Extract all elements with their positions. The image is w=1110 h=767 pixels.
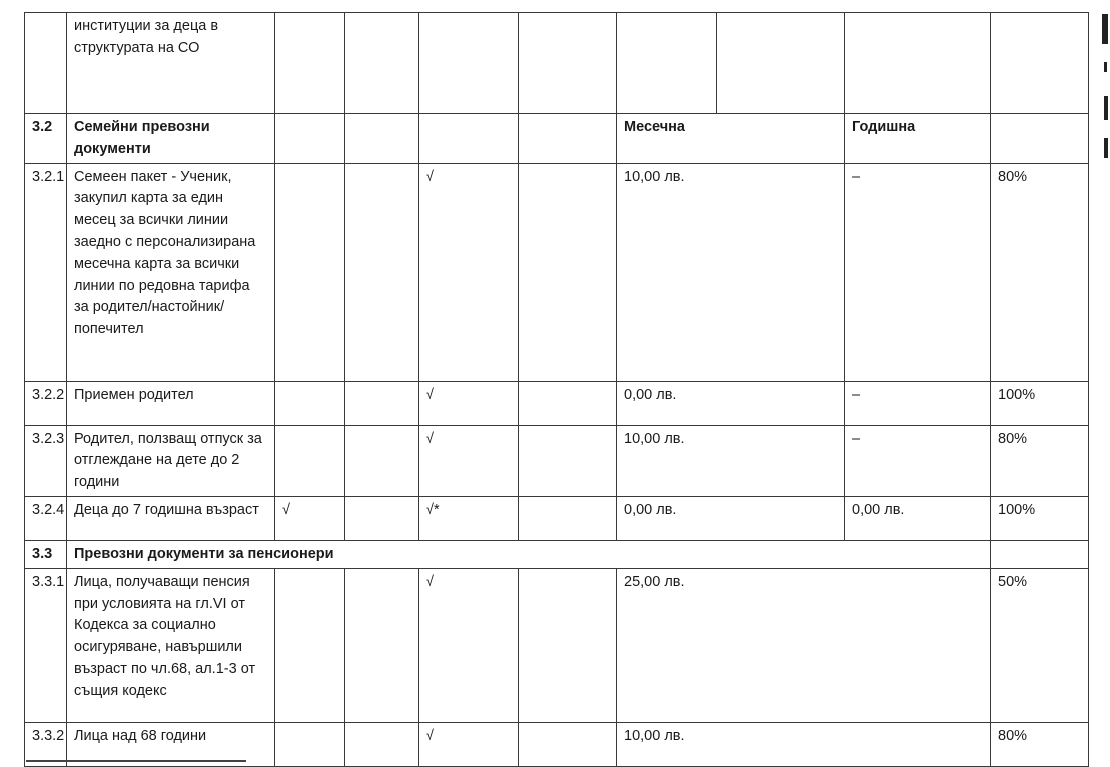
yearly-header: Годишна bbox=[845, 114, 991, 164]
cell-c1: √ bbox=[275, 496, 345, 540]
table-row bbox=[25, 496, 1089, 540]
cell-monthly: 10,00 лв. bbox=[617, 722, 991, 766]
cell-empty bbox=[275, 114, 345, 164]
table-row bbox=[25, 425, 1089, 496]
cell-yearly bbox=[845, 13, 991, 114]
cell-c2 bbox=[345, 722, 419, 766]
cell-yearly: 0,00 лв. bbox=[845, 496, 991, 540]
cell-c1 bbox=[275, 425, 345, 496]
table-row bbox=[25, 568, 1089, 722]
cell-c1 bbox=[275, 722, 345, 766]
cell-yearly: – bbox=[845, 381, 991, 425]
row-description: институции за деца в структурата на СО bbox=[67, 13, 275, 114]
cell-c1 bbox=[275, 381, 345, 425]
section-title: Превозни документи за пенсионери bbox=[67, 540, 991, 568]
cell-c2 bbox=[345, 425, 419, 496]
cell-c2 bbox=[345, 163, 419, 381]
cell-monthly: 0,00 лв. bbox=[617, 381, 845, 425]
cell-percent bbox=[991, 13, 1089, 114]
cell-percent: 50% bbox=[991, 568, 1089, 722]
cell-empty bbox=[991, 540, 1089, 568]
section-number: 3.2 bbox=[25, 114, 67, 164]
cell-monthly: 10,00 лв. bbox=[617, 163, 845, 381]
row-number: 3.3.2 bbox=[25, 722, 67, 766]
row-number: 3.2.4 bbox=[25, 496, 67, 540]
cell-c2 bbox=[345, 381, 419, 425]
table-row bbox=[25, 163, 1089, 381]
row-description: Лица, получаващи пенсия при условията на гл.VI от Кодекса за социално осигуряване, навършили възраст по чл.68, ал.1-3 от същия кодекс bbox=[67, 568, 275, 722]
cell-empty bbox=[717, 13, 845, 114]
cell-c3: √ bbox=[419, 163, 519, 381]
cell-empty bbox=[419, 114, 519, 164]
cell-empty bbox=[519, 568, 617, 722]
cell-yearly: – bbox=[845, 163, 991, 381]
cell-empty bbox=[519, 496, 617, 540]
footnote-separator bbox=[26, 760, 246, 762]
table-row bbox=[25, 381, 1089, 425]
table-row bbox=[25, 13, 1089, 114]
tariff-table bbox=[24, 12, 1089, 767]
scan-mark bbox=[1104, 96, 1108, 120]
cell-yearly: – bbox=[845, 425, 991, 496]
cell-c3: √ bbox=[419, 568, 519, 722]
row-description: Лица над 68 години bbox=[67, 722, 275, 766]
row-number: 3.2.3 bbox=[25, 425, 67, 496]
row-number bbox=[25, 13, 67, 114]
row-description: Деца до 7 годишна възраст bbox=[67, 496, 275, 540]
scan-mark bbox=[1104, 62, 1107, 72]
cell-c2 bbox=[345, 13, 419, 114]
cell-percent: 80% bbox=[991, 425, 1089, 496]
cell-percent: 80% bbox=[991, 722, 1089, 766]
cell-monthly: 10,00 лв. bbox=[617, 425, 845, 496]
cell-empty bbox=[519, 13, 617, 114]
cell-empty bbox=[519, 114, 617, 164]
cell-c3: √* bbox=[419, 496, 519, 540]
cell-c3: √ bbox=[419, 381, 519, 425]
section-row bbox=[25, 114, 1089, 164]
row-description: Приемен родител bbox=[67, 381, 275, 425]
row-description: Родител, ползващ отпуск за отглеждане на дете до 2 години bbox=[67, 425, 275, 496]
cell-c3: √ bbox=[419, 722, 519, 766]
section-number: 3.3 bbox=[25, 540, 67, 568]
scan-mark bbox=[1104, 138, 1108, 158]
cell-monthly: 25,00 лв. bbox=[617, 568, 991, 722]
cell-percent: 100% bbox=[991, 381, 1089, 425]
cell-percent: 80% bbox=[991, 163, 1089, 381]
cell-empty bbox=[345, 114, 419, 164]
cell-c1 bbox=[275, 568, 345, 722]
cell-c2 bbox=[345, 496, 419, 540]
row-number: 3.3.1 bbox=[25, 568, 67, 722]
cell-empty bbox=[519, 381, 617, 425]
cell-monthly bbox=[617, 13, 717, 114]
row-number: 3.2.1 bbox=[25, 163, 67, 381]
cell-c2 bbox=[345, 568, 419, 722]
section-row bbox=[25, 540, 1089, 568]
cell-monthly: 0,00 лв. bbox=[617, 496, 845, 540]
row-description: Семеен пакет - Ученик, закупил карта за един месец за всички линии заедно с персонализирана месечна карта за всички линии по редовна тарифа за родител/настойник/попечител bbox=[67, 163, 275, 381]
cell-percent: 100% bbox=[991, 496, 1089, 540]
cell-empty bbox=[519, 722, 617, 766]
monthly-header: Месечна bbox=[617, 114, 845, 164]
row-number: 3.2.2 bbox=[25, 381, 67, 425]
cell-c1 bbox=[275, 163, 345, 381]
cell-c3 bbox=[419, 13, 519, 114]
section-title: Семейни превозни документи bbox=[67, 114, 275, 164]
scan-mark bbox=[1102, 14, 1108, 44]
cell-c3: √ bbox=[419, 425, 519, 496]
cell-empty bbox=[519, 425, 617, 496]
cell-c1 bbox=[275, 13, 345, 114]
cell-empty bbox=[991, 114, 1089, 164]
cell-empty bbox=[519, 163, 617, 381]
